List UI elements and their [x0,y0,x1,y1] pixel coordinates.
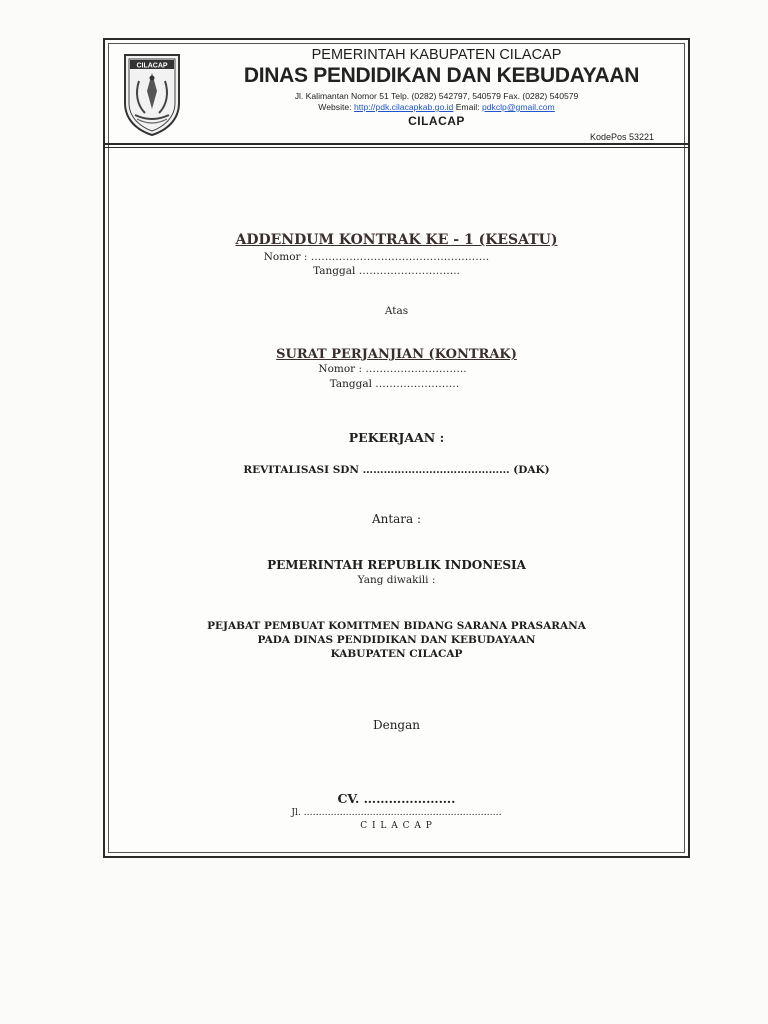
addendum-tanggal: Tanggal ……………………….. [313,265,460,277]
cv-name: CV. …………………. [337,791,456,806]
agency-address: Jl. Kalimantan Nomor 51 Telp. (0282) 542797, 540579 Fax. (0282) 540579 [294,91,579,101]
email-link[interactable]: pdkclp@gmail.com [481,102,555,112]
contact-line [185,102,688,112]
svg-text:CILACAP: CILACAP [136,62,168,70]
pekerjaan-value: REVITALISASI SDN …………………………………… (DAK) [243,464,550,476]
addendum-nomor: Nomor : …………………………………………… [263,251,490,263]
party-one: PEMERINTAH REPUBLIK INDONESIA [267,558,526,572]
website-link[interactable]: http://pdk.cilacapkab.go.id [353,102,454,112]
document-frame [103,38,690,858]
atas-label: Atas [384,305,409,317]
diwakili-label: Yang diwakili : [357,574,436,586]
contract-tanggal: Tanggal …………………… [329,378,460,390]
contract-title: SURAT PERJANJIAN (KONTRAK) [276,347,517,362]
cilacap-emblem-icon [121,51,183,137]
contract-nomor: Nomor : ……………………….. [318,363,467,375]
header-divider-thin [105,147,688,148]
document-title: ADDENDUM KONTRAK KE - 1 (KESATU) [235,232,558,248]
antara-label: Antara : [371,512,422,526]
official-line-2: PADA DINAS PENDIDIKAN DAN KEBUDAYAAN [257,634,536,646]
pekerjaan-label: PEKERJAAN : [348,430,445,445]
postal-code: KodePos 53221 [589,132,654,142]
official-line-3: KABUPATEN CILACAP [330,648,463,660]
official-line-1: PEJABAT PEMBUAT KOMITMEN BIDANG SARANA PRASARANA [207,620,586,632]
government-name: PEMERINTAH KABUPATEN CILACAP [311,47,562,63]
agency-name: DINAS PENDIDIKAN DAN KEBUDAYAAN [243,64,640,87]
email-label: Email: [455,102,480,112]
website-label: Website: [318,102,352,112]
cv-city: C I L A C A P [360,821,433,831]
header-city: CILACAP [408,114,465,128]
header-divider [105,143,688,145]
dengan-label: Dengan [372,718,420,732]
cv-address: Jl. ………………………………………………………… [291,808,502,818]
